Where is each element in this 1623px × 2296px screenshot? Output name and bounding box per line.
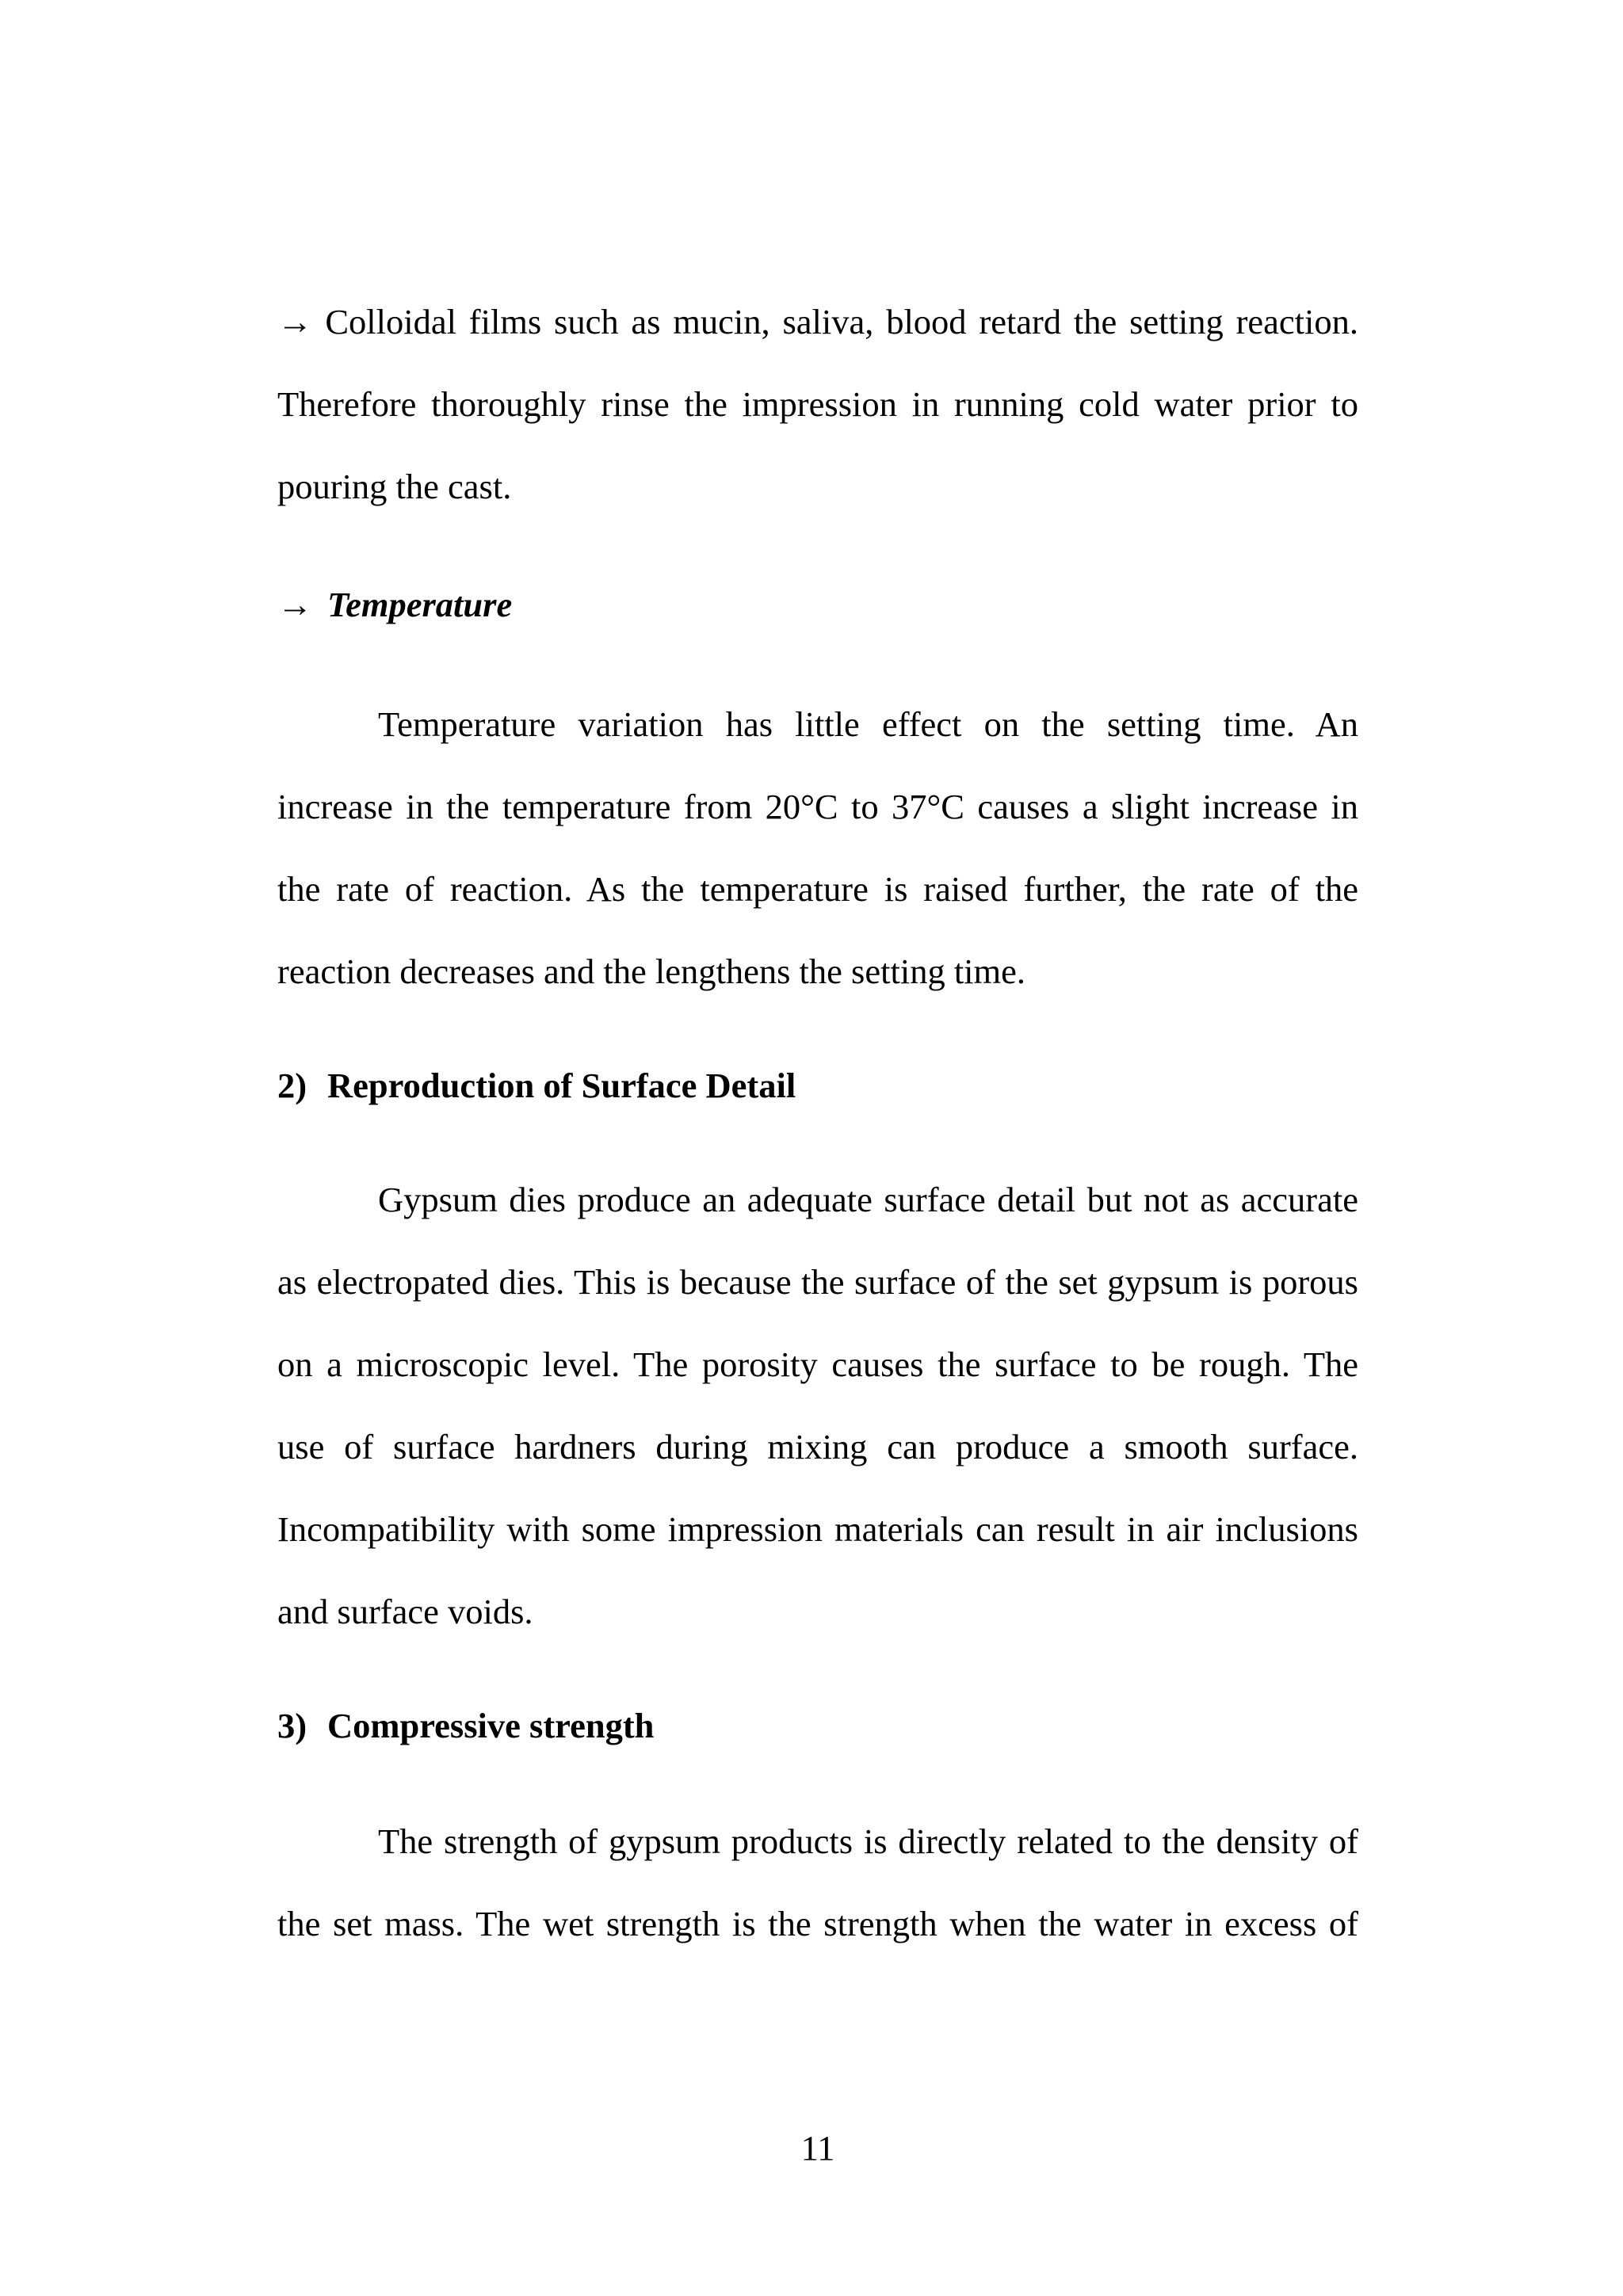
temperature-heading-text: Temperature bbox=[327, 585, 513, 624]
page-number: 11 bbox=[800, 2128, 835, 2168]
colloidal-films-paragraph bbox=[277, 280, 1358, 528]
section-title: Compressive strength bbox=[327, 1706, 655, 1745]
surface-detail-paragraph bbox=[277, 1158, 1358, 1653]
compressive-strength-paragraph bbox=[277, 1800, 1358, 1965]
paragraph-line: Gypsum dies produce an adequate surface detail but not as accurate bbox=[378, 1180, 1358, 1219]
paragraph-line bbox=[277, 280, 1358, 363]
paragraph-line: the set mass. The wet strength is the strength when the water in excess of bbox=[277, 1904, 1358, 1943]
section-heading-compressive-strength bbox=[277, 1684, 1358, 1767]
paragraph-line: Therefore thoroughly rinse the impression in running cold water prior to bbox=[277, 384, 1358, 424]
paragraph-line: on a microscopic level. The porosity causes the surface to be rough. The bbox=[277, 1344, 1358, 1384]
paragraph-line: as electropated dies. This is because the surface of the set gypsum is porous bbox=[277, 1262, 1358, 1302]
paragraph-line: the rate of reaction. As the temperature is raised further, the rate of the bbox=[277, 869, 1358, 909]
paragraph-line: The strength of gypsum products is directly related to the density of bbox=[378, 1821, 1358, 1861]
arrow-bullet-icon: → bbox=[277, 585, 313, 624]
paragraph-line: use of surface hardners during mixing can produce a smooth surface. bbox=[277, 1427, 1358, 1466]
section-title: Reproduction of Surface Detail bbox=[327, 1066, 796, 1105]
arrow-bullet-icon: → bbox=[277, 302, 313, 341]
paragraph-line-text: Colloidal films such as mucin, saliva, blood retard the setting reaction. bbox=[325, 302, 1359, 341]
paragraph-line: pouring the cast. bbox=[277, 467, 512, 506]
temperature-paragraph bbox=[277, 683, 1358, 1013]
paragraph-line: reaction decreases and the lengthens the setting time. bbox=[277, 952, 1026, 991]
section-number: 2) bbox=[277, 1066, 307, 1105]
paragraph-line: Incompatibility with some impression materials can result in air inclusions bbox=[277, 1509, 1358, 1549]
section-number: 3) bbox=[277, 1706, 307, 1745]
paragraph-line: increase in the temperature from 20°C to 37°C causes a slight increase in bbox=[277, 787, 1358, 826]
paragraph-line: and surface voids. bbox=[277, 1592, 533, 1631]
section-heading-surface-detail bbox=[277, 1044, 1358, 1127]
temperature-heading bbox=[277, 563, 1358, 646]
paragraph-line: Temperature variation has little effect on the setting time. An bbox=[378, 704, 1358, 744]
